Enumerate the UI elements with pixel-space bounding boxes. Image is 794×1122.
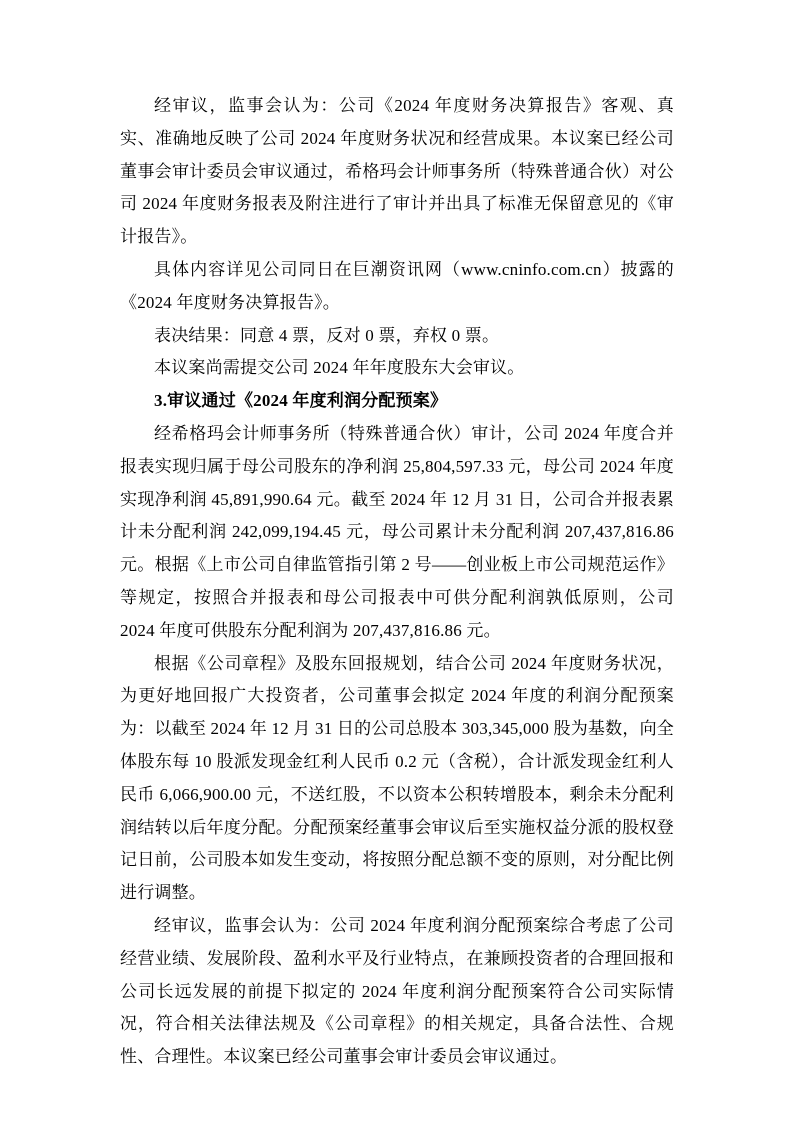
paragraph-audited-profit-figures: 经希格玛会计师事务所（特殊普通合伙）审计，公司 2024 年度合并报表实现归属于母公司股东的净利润 25,804,597.33 元，母公司 2024 年度实现净利润 45,891,990.64 元。截至 2024 年 12 月 31 日，公司合并报表累计未分配利润 242,099,194.45 元，母公司累计未分配利润 207,437,816.86 元。根据《上市公司自律监管指引第 2 号——创业板上市公司规范运作》等规定，按照合并报表和母公司报表中可供分配利润孰低原则，公司 2024 年度可供股东分配利润为 207,437,816.86 元。 <box>120 423 674 640</box>
paragraph-vote-result: 表决结果：同意 4 票，反对 0 票，弃权 0 票。 <box>154 325 500 345</box>
paragraph-supervisory-opinion-distribution: 经审议，监事会认为：公司 2024 年度利润分配预案综合考虑了公司经营业绩、发展阶段、盈利水平及行业特点，在兼顾投资者的合理回报和公司长远发展的前提下拟定的 2024 年度利润分配预案符合公司实际情况，符合相关法律法规及《公司章程》的相关规定，具备合法性、合规性、合理性。本议案已经公司董事会审计委员会审议通过。 <box>120 915 674 1067</box>
document-content <box>120 90 674 1074</box>
section-heading-profit-distribution-proposal: 3.审议通过《2024 年度利润分配预案》 <box>154 391 448 411</box>
paragraph-submit-to-shareholders-meeting: 本议案尚需提交公司 2024 年年度股东大会审议。 <box>154 358 525 378</box>
paragraph-supervisory-opinion-financial-report: 经审议，监事会认为：公司《2024 年度财务决算报告》客观、真实、准确地反映了公司 2024 年度财务状况和经营成果。本议案已经公司董事会审计委员会审议通过，希格玛会计师事务所（特殊普通合伙）对公司 2024 年度财务报表及附注进行了审计并出具了标准无保留意见的《审计报告》。 <box>120 96 674 247</box>
paragraph-disclosure-reference: 具体内容详见公司同日在巨潮资讯网（www.cninfo.com.cn）披露的《2024 年度财务决算报告》。 <box>120 259 674 312</box>
paragraph-distribution-plan-details: 根据《公司章程》及股东回报规划，结合公司 2024 年度财务状况，为更好地回报广大投资者，公司董事会拟定 2024 年度的利润分配预案为：以截至 2024 年 12 月 31 日的公司总股本 303,345,000 股为基数，向全体股东每 10 股派发现金红利人民币 0.2 元（含税），合计派发现金红利人民币 6,066,900.00 元，不送红股，不以资本公积转增股本，剩余未分配利润结转以后年度分配。分配预案经董事会审议后至实施权益分派的股权登记日前，公司股本如发生变动，将按照分配总额不变的原则，对分配比例进行调整。 <box>120 653 674 903</box>
